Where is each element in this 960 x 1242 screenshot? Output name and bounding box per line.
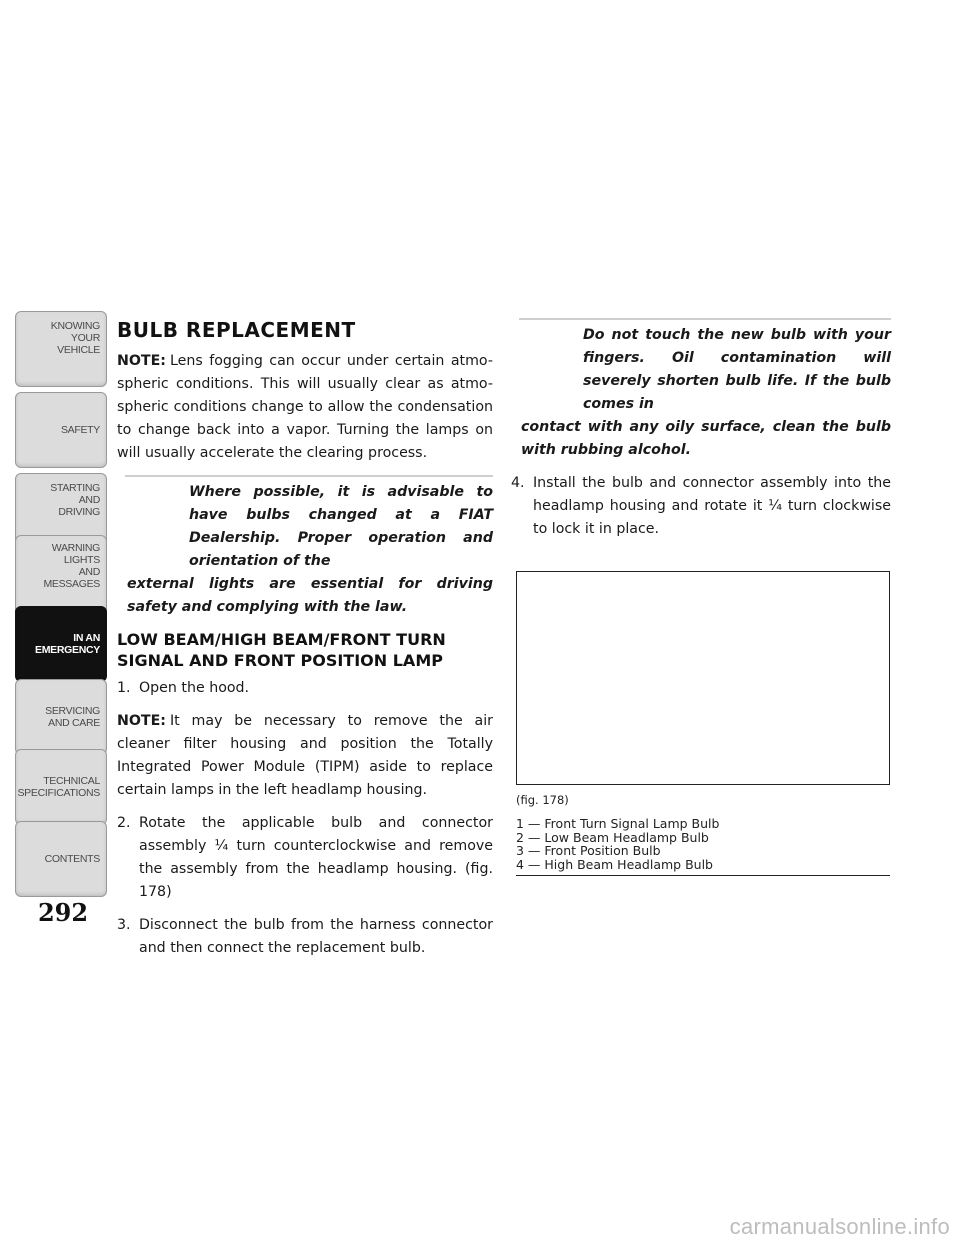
tab-label: SERVICING AND CARE [45,705,100,729]
step-number: 3. [117,917,131,933]
figure-image [516,571,890,785]
tab-label: STARTING AND DRIVING [50,482,100,518]
tab-servicing-and-care[interactable] [15,679,107,755]
tab-label: KNOWING YOUR VEHICLE [50,320,100,356]
legend-item: 2 — Low Beam Headlamp Bulb [516,829,709,845]
note-label: NOTE: [117,353,166,369]
tab-contents[interactable] [15,821,107,897]
step-4 [511,472,891,541]
note-paragraph [117,350,493,465]
note-label: NOTE: [117,713,166,729]
tab-safety[interactable] [15,392,107,468]
legend-item: 3 — Front Position Bulb [516,843,661,858]
figure-caption: (fig. 178) [516,793,569,807]
step-number: 1. [117,680,131,696]
step-1 [117,677,493,700]
subsection-title: LOW BEAM/HIGH BEAM/FRONT TURN SIGNAL AND FRONT POSITION LAMP [117,630,446,670]
tab-warning-lights[interactable] [15,535,107,617]
tab-label: IN AN EMERGENCY [35,632,100,656]
tab-label: SAFETY [60,424,100,436]
note-text: It may be necessary to remove the air cleaner filter housing and position the Totally Integrated Power Module (TIPM) aside to replace certain lamps in the left headlamp housing. [117,713,493,798]
watermark: carmanualsonline.info [729,1214,950,1239]
warning-text-continued: contact with any oily surface, clean the bulb with rubbing alcohol. [521,419,891,458]
tab-label: CONTENTS [44,853,100,865]
divider [519,318,891,320]
page-number: 292 [37,898,89,927]
step-text: Open the hood. [139,680,250,696]
legend-item: 1 — Front Turn Signal Lamp Bulb [516,816,720,831]
step-3 [117,914,493,960]
right-column [511,318,891,551]
divider [125,475,493,477]
tab-technical-specifications[interactable] [15,749,107,825]
legend-item: 4 — High Beam Headlamp Bulb [516,856,713,872]
step-2 [117,812,493,904]
figure-legend [516,817,890,876]
left-column [117,318,493,970]
warning-text-continued: external lights are essential for driving safety and complying with the law. [127,576,493,615]
step-text: Disconnect the bulb from the harness connector and then connect the replacement bulb. [139,917,493,956]
warning-text: Where possible, it is advisable to have bulbs changed at a FIAT Dealership. Proper operation and orientation of the [189,484,493,569]
warning-block [117,475,493,619]
section-title: BULB REPLACEMENT [117,318,356,342]
step-text: Rotate the applicable bulb and connector assembly ¼ turn counterclockwise and remove the assembly from the headlamp housing. (fig. 178) [139,815,493,900]
step-number: 4. [511,475,525,491]
note-paragraph [117,710,493,802]
tab-knowing-your-vehicle[interactable] [15,311,107,387]
tab-in-an-emergency[interactable] [15,606,107,682]
warning-block [511,318,891,462]
note-text: Lens fogging can occur under certain atmo-spheric conditions. This will usually clear as atmo-spheric conditions change to allow the condensation to change back into a vapor. Turning the lamps on will usually accelerate the clearing process. [117,353,493,461]
warning-text: Do not touch the new bulb with your fingers. Oil contamination will severely shorten bulb life. If the bulb comes in [583,327,891,412]
step-number: 2. [117,815,131,831]
step-text: Install the bulb and connector assembly into the headlamp housing and rotate it ¼ turn clockwise to lock it in place. [533,475,891,537]
tab-label: WARNING LIGHTS AND MESSAGES [43,542,100,590]
tab-label: TECHNICAL SPECIFICATIONS [17,775,100,799]
